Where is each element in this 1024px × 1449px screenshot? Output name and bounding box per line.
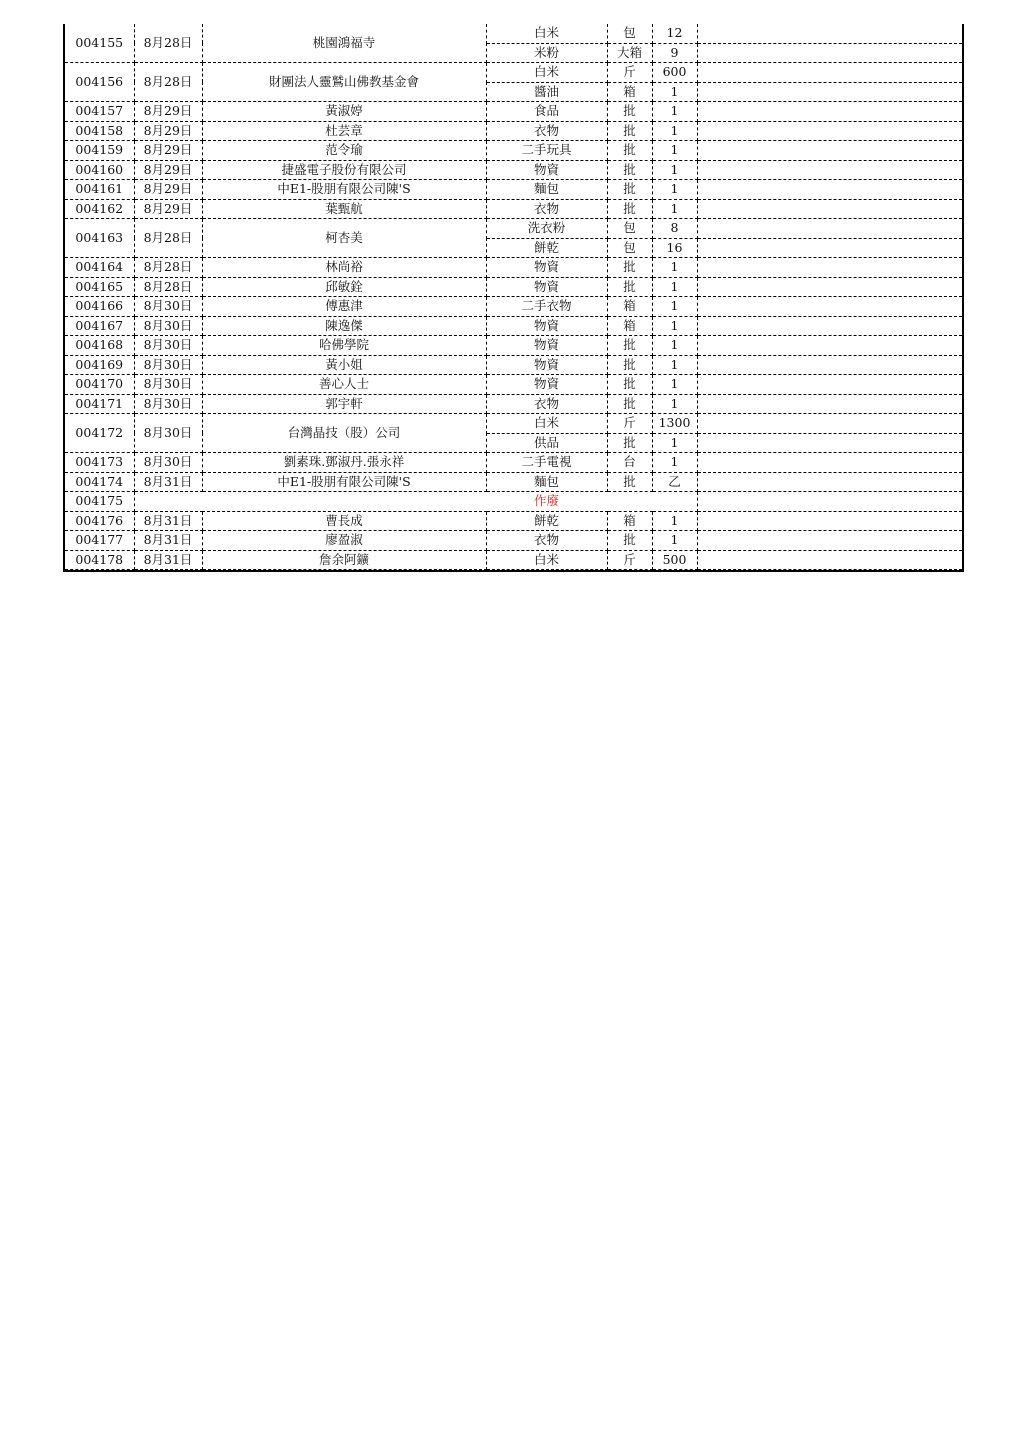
quantity-cell: 1 [652, 453, 697, 473]
unit-cell: 箱 [607, 297, 652, 317]
item-cell: 米粉 [486, 43, 607, 63]
quantity-cell: 8 [652, 219, 697, 239]
note-cell [697, 453, 962, 473]
quantity-cell: 1 [652, 258, 697, 278]
receipt-number-cell: 004176 [65, 511, 134, 531]
donor-cell: 范令瑜 [202, 141, 486, 161]
unit-cell: 箱 [607, 511, 652, 531]
unit-cell: 批 [607, 180, 652, 200]
quantity-cell: 1 [652, 102, 697, 122]
date-cell: 8月29日 [134, 102, 202, 122]
note-cell [697, 375, 962, 395]
unit-cell: 大箱 [607, 43, 652, 63]
date-cell: 8月30日 [134, 375, 202, 395]
receipt-number-cell: 004167 [65, 316, 134, 336]
item-cell: 白米 [486, 550, 607, 570]
table-row [65, 316, 962, 336]
item-cell: 衣物 [486, 394, 607, 414]
unit-cell: 批 [607, 375, 652, 395]
date-cell: 8月29日 [134, 141, 202, 161]
item-cell: 白米 [486, 63, 607, 83]
item-cell: 餅乾 [486, 511, 607, 531]
quantity-cell: 9 [652, 43, 697, 63]
item-cell: 麵包 [486, 180, 607, 200]
note-cell [697, 394, 962, 414]
item-cell: 物資 [486, 160, 607, 180]
table-row [65, 550, 962, 570]
table-row [65, 531, 962, 551]
quantity-cell: 1 [652, 316, 697, 336]
unit-cell: 批 [607, 472, 652, 492]
quantity-cell: 1 [652, 297, 697, 317]
receipt-number-cell: 004160 [65, 160, 134, 180]
date-cell: 8月29日 [134, 199, 202, 219]
donor-cell: 哈佛學院 [202, 336, 486, 356]
item-cell: 食品 [486, 102, 607, 122]
item-cell: 二手衣物 [486, 297, 607, 317]
unit-cell: 批 [607, 102, 652, 122]
receipt-number-cell: 004165 [65, 277, 134, 297]
unit-cell: 包 [607, 24, 652, 43]
quantity-cell: 1300 [652, 414, 697, 434]
note-cell [697, 492, 962, 512]
receipt-number-cell: 004158 [65, 121, 134, 141]
date-cell: 8月28日 [134, 63, 202, 102]
note-cell [697, 180, 962, 200]
table-row [65, 355, 962, 375]
quantity-cell: 1 [652, 394, 697, 414]
quantity-cell: 1 [652, 82, 697, 102]
table-row [65, 297, 962, 317]
table-row [65, 492, 962, 512]
date-cell: 8月29日 [134, 121, 202, 141]
item-cell: 衣物 [486, 121, 607, 141]
table-row [65, 160, 962, 180]
table-row [65, 511, 962, 531]
note-cell [697, 297, 962, 317]
quantity-cell: 1 [652, 531, 697, 551]
unit-cell: 批 [607, 141, 652, 161]
date-cell: 8月30日 [134, 453, 202, 473]
receipt-number-cell: 004168 [65, 336, 134, 356]
donor-cell: 傅惠津 [202, 297, 486, 317]
donor-cell: 廖盈淑 [202, 531, 486, 551]
date-cell: 8月30日 [134, 414, 202, 453]
quantity-cell: 1 [652, 121, 697, 141]
note-cell [697, 531, 962, 551]
quantity-cell: 500 [652, 550, 697, 570]
ledger-body [65, 24, 962, 570]
quantity-cell: 1 [652, 511, 697, 531]
date-cell: 8月30日 [134, 355, 202, 375]
donor-cell: 柯杏美 [202, 219, 486, 258]
item-cell: 物資 [486, 258, 607, 278]
date-cell: 8月31日 [134, 472, 202, 492]
blank-cell [134, 492, 486, 512]
receipt-number-cell: 004171 [65, 394, 134, 414]
note-cell [697, 63, 962, 83]
unit-cell: 箱 [607, 316, 652, 336]
quantity-cell: 1 [652, 180, 697, 200]
note-cell [697, 82, 962, 102]
note-cell [697, 433, 962, 453]
quantity-cell: 16 [652, 238, 697, 258]
receipt-number-cell: 004173 [65, 453, 134, 473]
note-cell [697, 258, 962, 278]
donor-cell: 黃淑婷 [202, 102, 486, 122]
donor-cell: 郭宇軒 [202, 394, 486, 414]
unit-cell: 斤 [607, 414, 652, 434]
table-row [65, 375, 962, 395]
donor-cell: 陳逸傑 [202, 316, 486, 336]
table-row [65, 453, 962, 473]
table-row [65, 199, 962, 219]
item-cell: 衣物 [486, 531, 607, 551]
donor-cell: 中E1-股朋有限公司陳'S [202, 472, 486, 492]
blank-cell [652, 492, 697, 512]
quantity-cell: 1 [652, 160, 697, 180]
void-label-cell: 作廢 [486, 492, 607, 512]
donor-cell: 曹長成 [202, 511, 486, 531]
unit-cell: 批 [607, 433, 652, 453]
receipt-number-cell: 004170 [65, 375, 134, 395]
item-cell: 白米 [486, 414, 607, 434]
table-row [65, 219, 962, 239]
note-cell [697, 219, 962, 239]
receipt-number-cell: 004178 [65, 550, 134, 570]
date-cell: 8月28日 [134, 219, 202, 258]
donation-ledger-sheet [63, 24, 964, 572]
note-cell [697, 43, 962, 63]
donor-cell: 葉甄航 [202, 199, 486, 219]
donor-cell: 黃小姐 [202, 355, 486, 375]
unit-cell: 箱 [607, 82, 652, 102]
date-cell: 8月30日 [134, 297, 202, 317]
quantity-cell: 1 [652, 375, 697, 395]
item-cell: 衣物 [486, 199, 607, 219]
receipt-number-cell: 004169 [65, 355, 134, 375]
receipt-number-cell: 004156 [65, 63, 134, 102]
receipt-number-cell: 004163 [65, 219, 134, 258]
item-cell: 二手玩具 [486, 141, 607, 161]
unit-cell: 批 [607, 336, 652, 356]
quantity-cell: 1 [652, 433, 697, 453]
quantity-cell: 1 [652, 336, 697, 356]
receipt-number-cell: 004174 [65, 472, 134, 492]
unit-cell: 批 [607, 277, 652, 297]
receipt-number-cell: 004155 [65, 24, 134, 63]
date-cell: 8月31日 [134, 550, 202, 570]
receipt-number-cell: 004166 [65, 297, 134, 317]
table-row [65, 277, 962, 297]
table-row [65, 63, 962, 83]
item-cell: 二手電視 [486, 453, 607, 473]
quantity-cell: 1 [652, 141, 697, 161]
table-row [65, 472, 962, 492]
unit-cell: 批 [607, 394, 652, 414]
date-cell: 8月28日 [134, 24, 202, 63]
item-cell: 物資 [486, 277, 607, 297]
table-row [65, 141, 962, 161]
receipt-number-cell: 004162 [65, 199, 134, 219]
unit-cell: 台 [607, 453, 652, 473]
receipt-number-cell: 004172 [65, 414, 134, 453]
unit-cell: 批 [607, 160, 652, 180]
note-cell [697, 472, 962, 492]
item-cell: 物資 [486, 316, 607, 336]
item-cell: 麵包 [486, 472, 607, 492]
donor-cell: 杜芸章 [202, 121, 486, 141]
note-cell [697, 277, 962, 297]
donor-cell: 邱敏銓 [202, 277, 486, 297]
donor-cell: 詹余阿鑛 [202, 550, 486, 570]
table-row [65, 180, 962, 200]
note-cell [697, 102, 962, 122]
table-row [65, 414, 962, 434]
receipt-number-cell: 004164 [65, 258, 134, 278]
note-cell [697, 121, 962, 141]
date-cell: 8月29日 [134, 160, 202, 180]
date-cell: 8月30日 [134, 316, 202, 336]
receipt-number-cell: 004161 [65, 180, 134, 200]
note-cell [697, 238, 962, 258]
note-cell [697, 160, 962, 180]
item-cell: 供品 [486, 433, 607, 453]
receipt-number-cell: 004157 [65, 102, 134, 122]
item-cell: 物資 [486, 355, 607, 375]
note-cell [697, 141, 962, 161]
unit-cell: 批 [607, 121, 652, 141]
quantity-cell: 12 [652, 24, 697, 43]
date-cell: 8月30日 [134, 394, 202, 414]
table-row [65, 121, 962, 141]
unit-cell: 包 [607, 219, 652, 239]
table-row [65, 336, 962, 356]
note-cell [697, 511, 962, 531]
item-cell: 餅乾 [486, 238, 607, 258]
donor-cell: 善心人士 [202, 375, 486, 395]
note-cell [697, 414, 962, 434]
donor-cell: 財團法人靈鷲山佛教基金會 [202, 63, 486, 102]
date-cell: 8月31日 [134, 511, 202, 531]
note-cell [697, 336, 962, 356]
unit-cell: 斤 [607, 63, 652, 83]
donation-ledger-table [65, 24, 962, 570]
receipt-number-cell: 004175 [65, 492, 134, 512]
date-cell: 8月31日 [134, 531, 202, 551]
item-cell: 物資 [486, 375, 607, 395]
table-row [65, 258, 962, 278]
quantity-cell: 1 [652, 355, 697, 375]
note-cell [697, 199, 962, 219]
unit-cell: 斤 [607, 550, 652, 570]
date-cell: 8月28日 [134, 277, 202, 297]
note-cell [697, 550, 962, 570]
donor-cell: 中E1-股朋有限公司陳'S [202, 180, 486, 200]
donor-cell: 林尚裕 [202, 258, 486, 278]
item-cell: 物資 [486, 336, 607, 356]
receipt-number-cell: 004177 [65, 531, 134, 551]
receipt-number-cell: 004159 [65, 141, 134, 161]
date-cell: 8月30日 [134, 336, 202, 356]
unit-cell: 批 [607, 199, 652, 219]
blank-cell [607, 492, 652, 512]
donor-cell: 劉素珠.鄧淑丹.張永祥 [202, 453, 486, 473]
note-cell [697, 316, 962, 336]
unit-cell: 批 [607, 531, 652, 551]
donor-cell: 台灣晶技（股）公司 [202, 414, 486, 453]
note-cell [697, 24, 962, 43]
table-row [65, 24, 962, 43]
date-cell: 8月29日 [134, 180, 202, 200]
quantity-cell: 600 [652, 63, 697, 83]
quantity-cell: 乙 [652, 472, 697, 492]
quantity-cell: 1 [652, 277, 697, 297]
unit-cell: 批 [607, 258, 652, 278]
unit-cell: 包 [607, 238, 652, 258]
item-cell: 白米 [486, 24, 607, 43]
note-cell [697, 355, 962, 375]
table-row [65, 102, 962, 122]
donor-cell: 桃園鴻福寺 [202, 24, 486, 63]
donor-cell: 捷盛電子股份有限公司 [202, 160, 486, 180]
table-row [65, 394, 962, 414]
item-cell: 洗衣粉 [486, 219, 607, 239]
date-cell: 8月28日 [134, 258, 202, 278]
quantity-cell: 1 [652, 199, 697, 219]
unit-cell: 批 [607, 355, 652, 375]
item-cell: 醬油 [486, 82, 607, 102]
